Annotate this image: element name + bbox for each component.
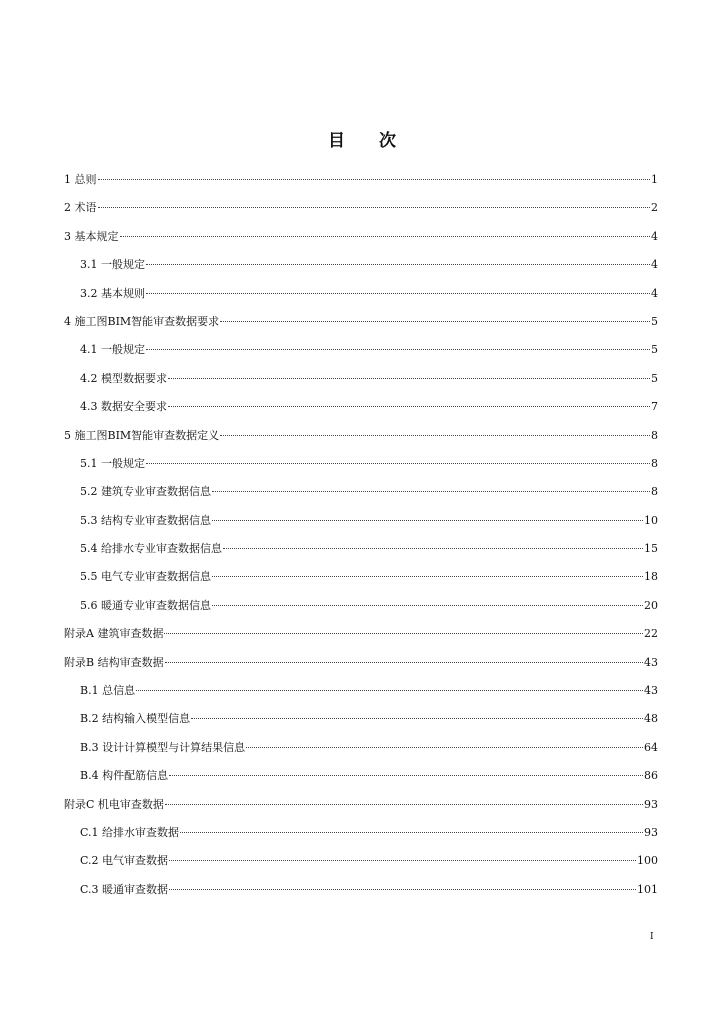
toc-entry-page: 5 (651, 314, 658, 328)
dot-leader (220, 321, 650, 322)
table-of-contents (64, 166, 658, 904)
toc-entry-label: 5.1 一般规定 (80, 456, 145, 470)
toc-entry-label: C.2 电气审查数据 (80, 854, 169, 868)
toc-entry-page: 22 (644, 627, 658, 641)
toc-entry-page: 8 (651, 428, 658, 442)
toc-entry[interactable] (64, 223, 658, 251)
toc-entry[interactable] (64, 847, 658, 875)
toc-entry-page: 4 (651, 258, 658, 272)
dot-leader (169, 889, 636, 890)
toc-entry[interactable] (64, 592, 658, 620)
toc-entry-page: 18 (644, 570, 658, 584)
toc-entry[interactable] (64, 507, 658, 535)
dot-leader (180, 832, 643, 833)
toc-entry[interactable] (64, 251, 658, 279)
page-number: I (650, 932, 654, 942)
dot-leader (220, 435, 650, 436)
toc-entry-page: 2 (651, 201, 658, 215)
toc-entry-page: 5 (651, 371, 658, 385)
toc-entry[interactable] (64, 819, 658, 847)
dot-leader (212, 605, 643, 606)
toc-entry-label: 5.3 结构专业审查数据信息 (80, 513, 211, 527)
toc-entry-label: 1 总则 (64, 173, 97, 186)
toc-entry-page: 86 (644, 769, 658, 783)
toc-entry-page: 5 (651, 343, 658, 357)
toc-entry[interactable] (64, 308, 658, 336)
dot-leader (136, 690, 643, 691)
toc-entry-label: B.4 构件配筋信息 (80, 769, 169, 783)
toc-entry-label: 2 术语 (64, 201, 97, 215)
dot-leader (212, 491, 650, 492)
dot-leader (165, 804, 643, 805)
dot-leader (146, 293, 650, 294)
toc-entry-page: 93 (644, 825, 658, 839)
toc-entry-label: B.3 设计计算模型与计算结果信息 (80, 740, 246, 754)
toc-entry-page: 20 (644, 598, 658, 612)
dot-leader (169, 860, 636, 861)
dot-leader (165, 662, 643, 663)
toc-entry[interactable] (64, 876, 658, 904)
toc-entry[interactable] (64, 791, 658, 819)
toc-entry-label: 5.4 给排水专业审查数据信息 (80, 542, 222, 556)
toc-entry-page: 15 (644, 542, 658, 556)
toc-entry-label: 4.1 一般规定 (80, 343, 145, 357)
toc-entry[interactable] (64, 649, 658, 677)
dot-leader (168, 406, 650, 407)
toc-entry[interactable] (64, 677, 658, 705)
toc-entry-label: 3.2 基本规则 (80, 286, 145, 300)
toc-entry-page: 8 (651, 456, 658, 470)
toc-entry[interactable] (64, 563, 658, 591)
dot-leader (120, 236, 651, 237)
dot-leader (246, 747, 643, 748)
dot-leader (212, 520, 643, 521)
toc-entry-page: 4 (651, 229, 658, 243)
toc-entry-label: B.1 总信息 (80, 684, 136, 698)
toc-entry-label: 4 施工图BIM智能审查数据要求 (64, 314, 220, 328)
dot-leader (169, 775, 643, 776)
toc-entry[interactable] (64, 194, 658, 222)
toc-entry-page: 93 (644, 797, 658, 811)
toc-entry-page: 101 (637, 882, 658, 896)
toc-entry[interactable] (64, 422, 658, 450)
toc-entry-page: 8 (651, 485, 658, 499)
toc-entry-label: 附录B 结构审查数据 (64, 655, 164, 669)
toc-entry-label: 附录A 建筑审查数据 (64, 627, 164, 641)
toc-entry-page: 48 (644, 712, 658, 726)
toc-entry[interactable] (64, 393, 658, 421)
dot-leader (191, 718, 643, 719)
dot-leader (223, 548, 643, 549)
toc-entry-label: 5.2 建筑专业审查数据信息 (80, 485, 211, 499)
toc-entry[interactable] (64, 336, 658, 364)
toc-entry-label: 4.2 模型数据要求 (80, 371, 167, 385)
toc-entry-page: 100 (637, 854, 658, 868)
toc-entry-page: 64 (644, 740, 658, 754)
toc-entry-label: 4.3 数据安全要求 (80, 400, 167, 414)
dot-leader (146, 264, 650, 265)
toc-entry[interactable] (64, 166, 658, 194)
toc-entry[interactable] (64, 478, 658, 506)
toc-entry[interactable] (64, 450, 658, 478)
toc-entry[interactable] (64, 620, 658, 648)
toc-entry-label: 5.5 电气专业审查数据信息 (80, 570, 211, 584)
dot-leader (98, 179, 651, 180)
toc-entry-page: 7 (651, 400, 658, 414)
toc-entry-page: 43 (644, 684, 658, 698)
dot-leader (146, 463, 650, 464)
toc-entry[interactable] (64, 535, 658, 563)
toc-entry[interactable] (64, 762, 658, 790)
dot-leader (168, 378, 650, 379)
toc-entry-page: 10 (644, 513, 658, 527)
toc-entry[interactable] (64, 705, 658, 733)
toc-entry-label: C.3 暖通审查数据 (80, 882, 169, 896)
toc-entry-label: 3.1 一般规定 (80, 258, 145, 272)
toc-entry[interactable] (64, 280, 658, 308)
toc-entry-page: 1 (651, 173, 658, 186)
toc-entry-label: 3 基本规定 (64, 229, 119, 243)
toc-entry[interactable] (64, 365, 658, 393)
toc-entry-label: B.2 结构输入模型信息 (80, 712, 191, 726)
dot-leader (146, 349, 650, 350)
toc-entry-label: C.1 给排水审查数据 (80, 825, 180, 839)
dot-leader (212, 576, 643, 577)
dot-leader (98, 207, 651, 208)
dot-leader (164, 633, 643, 634)
toc-entry-label: 5.6 暖通专业审查数据信息 (80, 598, 211, 612)
toc-entry-page: 4 (651, 286, 658, 300)
toc-entry-label: 5 施工图BIM智能审查数据定义 (64, 428, 220, 442)
toc-entry[interactable] (64, 734, 658, 762)
toc-entry-label: 附录C 机电审查数据 (64, 797, 164, 811)
page-title: 目 次 (328, 131, 410, 151)
toc-entry-page: 43 (644, 655, 658, 669)
